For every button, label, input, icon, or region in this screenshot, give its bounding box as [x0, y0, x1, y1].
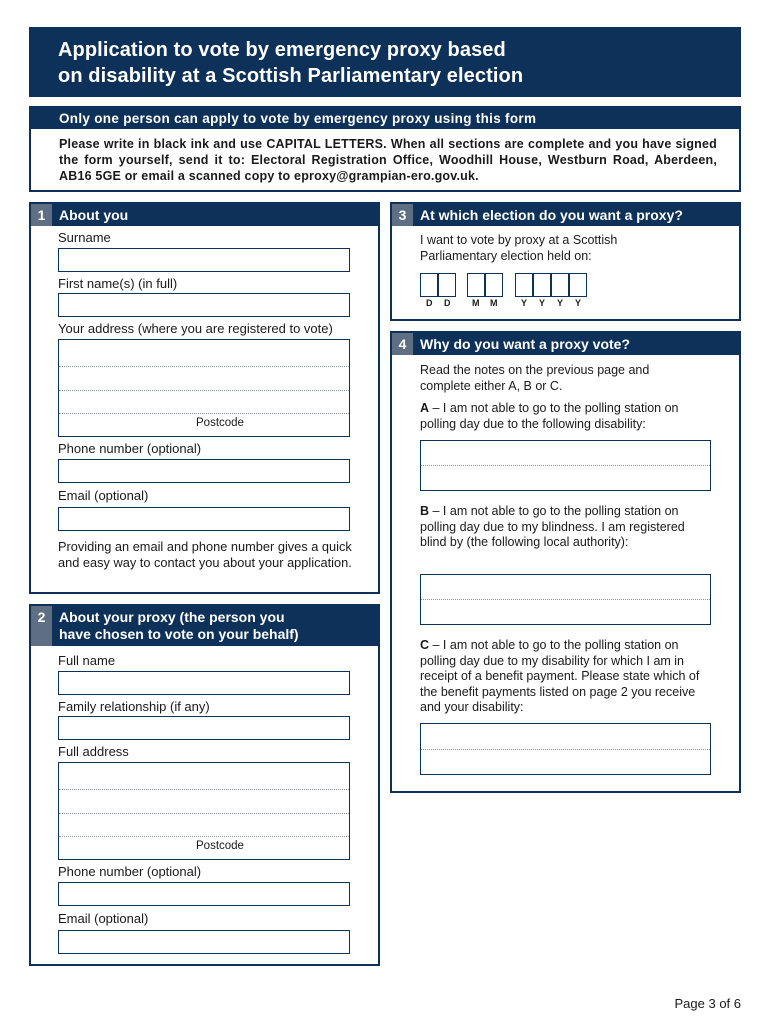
proxy-postcode-label: Postcode [196, 840, 244, 852]
contact-note: Providing an email and phone number gives a quick and easy way to contact you about your application. [58, 539, 352, 570]
instructions-text: Please write in black ink and use CAPITAL LETTERS. When all sections are complete and you have signed the form yourself, send it to: Electoral Registration Office, Woodhill House, Westburn Road, Aberdeen, AB16 5GE or email a scanned copy to eproxy@grampian-ero.gov.uk. [59, 137, 717, 183]
proxy-address-input[interactable] [58, 762, 350, 860]
section-2-title [52, 606, 299, 643]
date-year-4-input[interactable] [569, 273, 587, 297]
section-4-title: Why do you want a proxy vote? [420, 336, 631, 352]
address-label: Your address (where you are registered to vote) [58, 321, 333, 336]
date-year-1-input[interactable] [515, 273, 533, 297]
first-names-label: First name(s) (in full) [58, 276, 178, 291]
form-title-line-2: on disability at a Scottish Parliamentary election [58, 65, 524, 87]
option-c-input[interactable] [420, 723, 711, 775]
email-label: Email (optional) [58, 488, 149, 503]
phone-label: Phone number (optional) [58, 441, 202, 456]
proxy-email-label: Email (optional) [58, 911, 149, 926]
proxy-email-input[interactable] [58, 930, 350, 954]
date-day-1-input[interactable] [420, 273, 438, 297]
proxy-phone-label: Phone number (optional) [58, 864, 202, 879]
postcode-label: Postcode [196, 417, 244, 429]
reason-instructions: Read the notes on the previous page and complete either A, B or C. [420, 363, 650, 393]
option-a-input[interactable] [420, 440, 711, 491]
section-2-number: 2 [31, 606, 52, 646]
option-b-description: – I am not able to go to the polling station on polling day due to my blindness. I am registered blind by (the following local authority): [420, 504, 685, 549]
section-3-header [392, 204, 739, 226]
section-1-number: 1 [31, 204, 52, 226]
date-label-d1: D [426, 298, 433, 308]
date-year-2-input[interactable] [533, 273, 551, 297]
option-a-text [420, 401, 710, 432]
email-input[interactable] [58, 507, 350, 531]
date-month-2-input[interactable] [485, 273, 503, 297]
surname-label: Surname [58, 230, 111, 245]
date-label-m2: M [490, 298, 498, 308]
section-1-header [31, 204, 378, 226]
instructions-heading: Only one person can apply to vote by emergency proxy using this form [31, 108, 739, 129]
election-date-text: I want to vote by proxy at a Scottish Parliamentary election held on: [420, 233, 618, 263]
form-title [58, 37, 741, 89]
date-year-3-input[interactable] [551, 273, 569, 297]
section-2-title-line-1: About your proxy (the person you [59, 609, 285, 625]
date-month-1-input[interactable] [467, 273, 485, 297]
date-label-y3: Y [557, 298, 564, 308]
section-3-number: 3 [392, 204, 413, 226]
proxy-full-name-input[interactable] [58, 671, 350, 695]
proxy-full-name-label: Full name [58, 653, 116, 668]
surname-input[interactable] [58, 248, 350, 272]
form-title-line-1: Application to vote by emergency proxy based [58, 39, 506, 61]
instructions-panel [29, 106, 741, 192]
option-b-input[interactable] [420, 574, 711, 625]
section-3-title: At which election do you want a proxy? [420, 207, 683, 223]
date-label-y4: Y [575, 298, 582, 308]
option-a-description: – I am not able to go to the polling station on polling day due to the following disability: [420, 401, 679, 431]
date-label-m1: M [472, 298, 480, 308]
form-title-banner [29, 27, 741, 97]
option-c-description: – I am not able to go to the polling station on polling day due to my disability for which I am in receipt of a benefit payment. Please state which of the benefit payments listed on page 2 you receive and your disability: [420, 638, 700, 714]
date-label-y1: Y [521, 298, 528, 308]
date-label-y2: Y [539, 298, 546, 308]
section-4-number: 4 [392, 333, 413, 355]
section-2-header [31, 606, 378, 646]
option-a-letter: A [420, 401, 430, 415]
proxy-address-label: Full address [58, 744, 129, 759]
date-day-2-input[interactable] [438, 273, 456, 297]
relationship-input[interactable] [58, 716, 350, 740]
date-label-d2: D [444, 298, 451, 308]
address-input[interactable] [58, 339, 350, 437]
option-b-letter: B [420, 504, 430, 518]
relationship-label: Family relationship (if any) [58, 699, 210, 714]
section-4-header [392, 333, 739, 355]
phone-input[interactable] [58, 459, 350, 483]
first-names-input[interactable] [58, 293, 350, 317]
section-1-title: About you [59, 207, 129, 223]
page-number: Page 3 of 6 [674, 996, 741, 1011]
option-c-text [420, 638, 710, 716]
section-2-title-line-2: have chosen to vote on your behalf) [59, 626, 299, 642]
option-b-text [420, 504, 700, 551]
proxy-phone-input[interactable] [58, 882, 350, 906]
option-c-letter: C [420, 638, 430, 652]
